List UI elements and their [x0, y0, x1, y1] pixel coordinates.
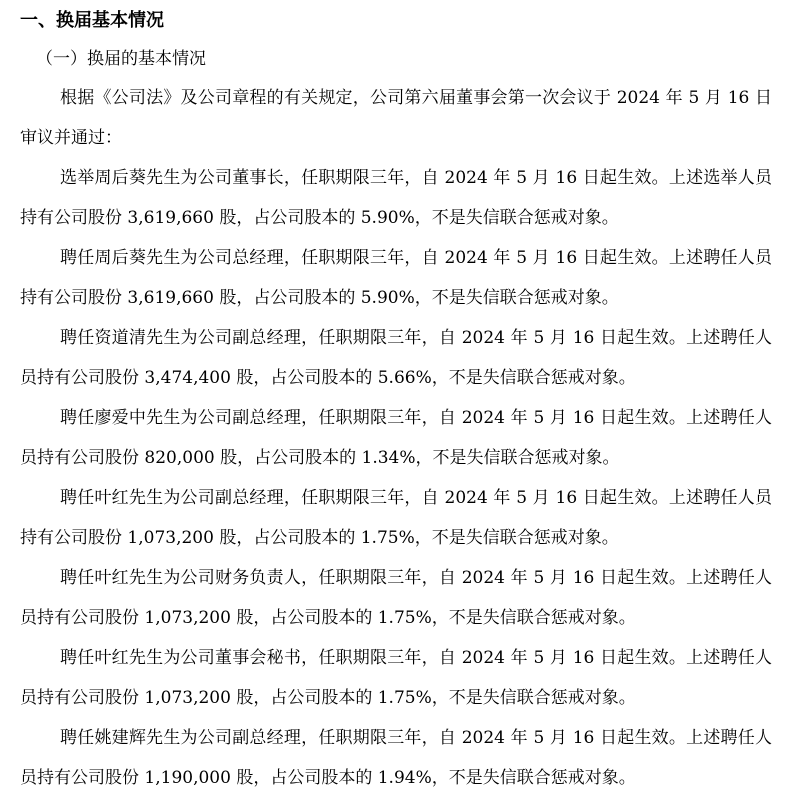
- section-title: 一、换届基本情况: [20, 10, 164, 31]
- paragraph-deputy-manager-zi: 聘任资道清先生为公司副总经理，任职期限三年，自 2024 年 5 月 16 日起生效。上述聘任人员持有公司股份 3,474,400 股，占公司股本的 5.66%，不是失信联合惩戒对象。: [20, 328, 772, 388]
- paragraph-board-secretary-ye: 聘任叶红先生为公司董事会秘书，任职期限三年，自 2024 年 5 月 16 日起生效。上述聘任人员持有公司股份 1,073,200 股，占公司股本的 1.75%，不是失信联合惩戒对象。: [20, 648, 772, 708]
- paragraph-finance-head-ye: 聘任叶红先生为公司财务负责人，任职期限三年，自 2024 年 5 月 16 日起生效。上述聘任人员持有公司股份 1,073,200 股，占公司股本的 1.75%，不是失信联合惩戒对象。: [20, 568, 772, 628]
- paragraph-deputy-manager-yao: 聘任姚建辉先生为公司副总经理，任职期限三年，自 2024 年 5 月 16 日起生效。上述聘任人员持有公司股份 1,190,000 股，占公司股本的 1.94%，不是失信联合惩戒对象。: [20, 728, 772, 788]
- subsection-title: （一）换届的基本情况: [36, 49, 206, 69]
- paragraph-deputy-manager-liao: 聘任廖爱中先生为公司副总经理，任职期限三年，自 2024 年 5 月 16 日起生效。上述聘任人员持有公司股份 820,000 股，占公司股本的 1.34%，不是失信联合惩戒对象。: [20, 408, 772, 468]
- paragraph-general-manager: 聘任周后葵先生为公司总经理，任职期限三年，自 2024 年 5 月 16 日起生效。上述聘任人员持有公司股份 3,619,660 股，占公司股本的 5.90%，不是失信联合惩戒对象。: [20, 248, 772, 308]
- paragraph-intro: 根据《公司法》及公司章程的有关规定，公司第六届董事会第一次会议于 2024 年 5 月 16 日审议并通过：: [20, 88, 772, 148]
- paragraph-deputy-manager-ye: 聘任叶红先生为公司副总经理，任职期限三年，自 2024 年 5 月 16 日起生效。上述聘任人员持有公司股份 1,073,200 股，占公司股本的 1.75%，不是失信联合惩戒对象。: [20, 488, 772, 548]
- paragraph-chairman: 选举周后葵先生为公司董事长，任职期限三年，自 2024 年 5 月 16 日起生效。上述选举人员持有公司股份 3,619,660 股，占公司股本的 5.90%，不是失信联合惩戒对象。: [20, 168, 772, 228]
